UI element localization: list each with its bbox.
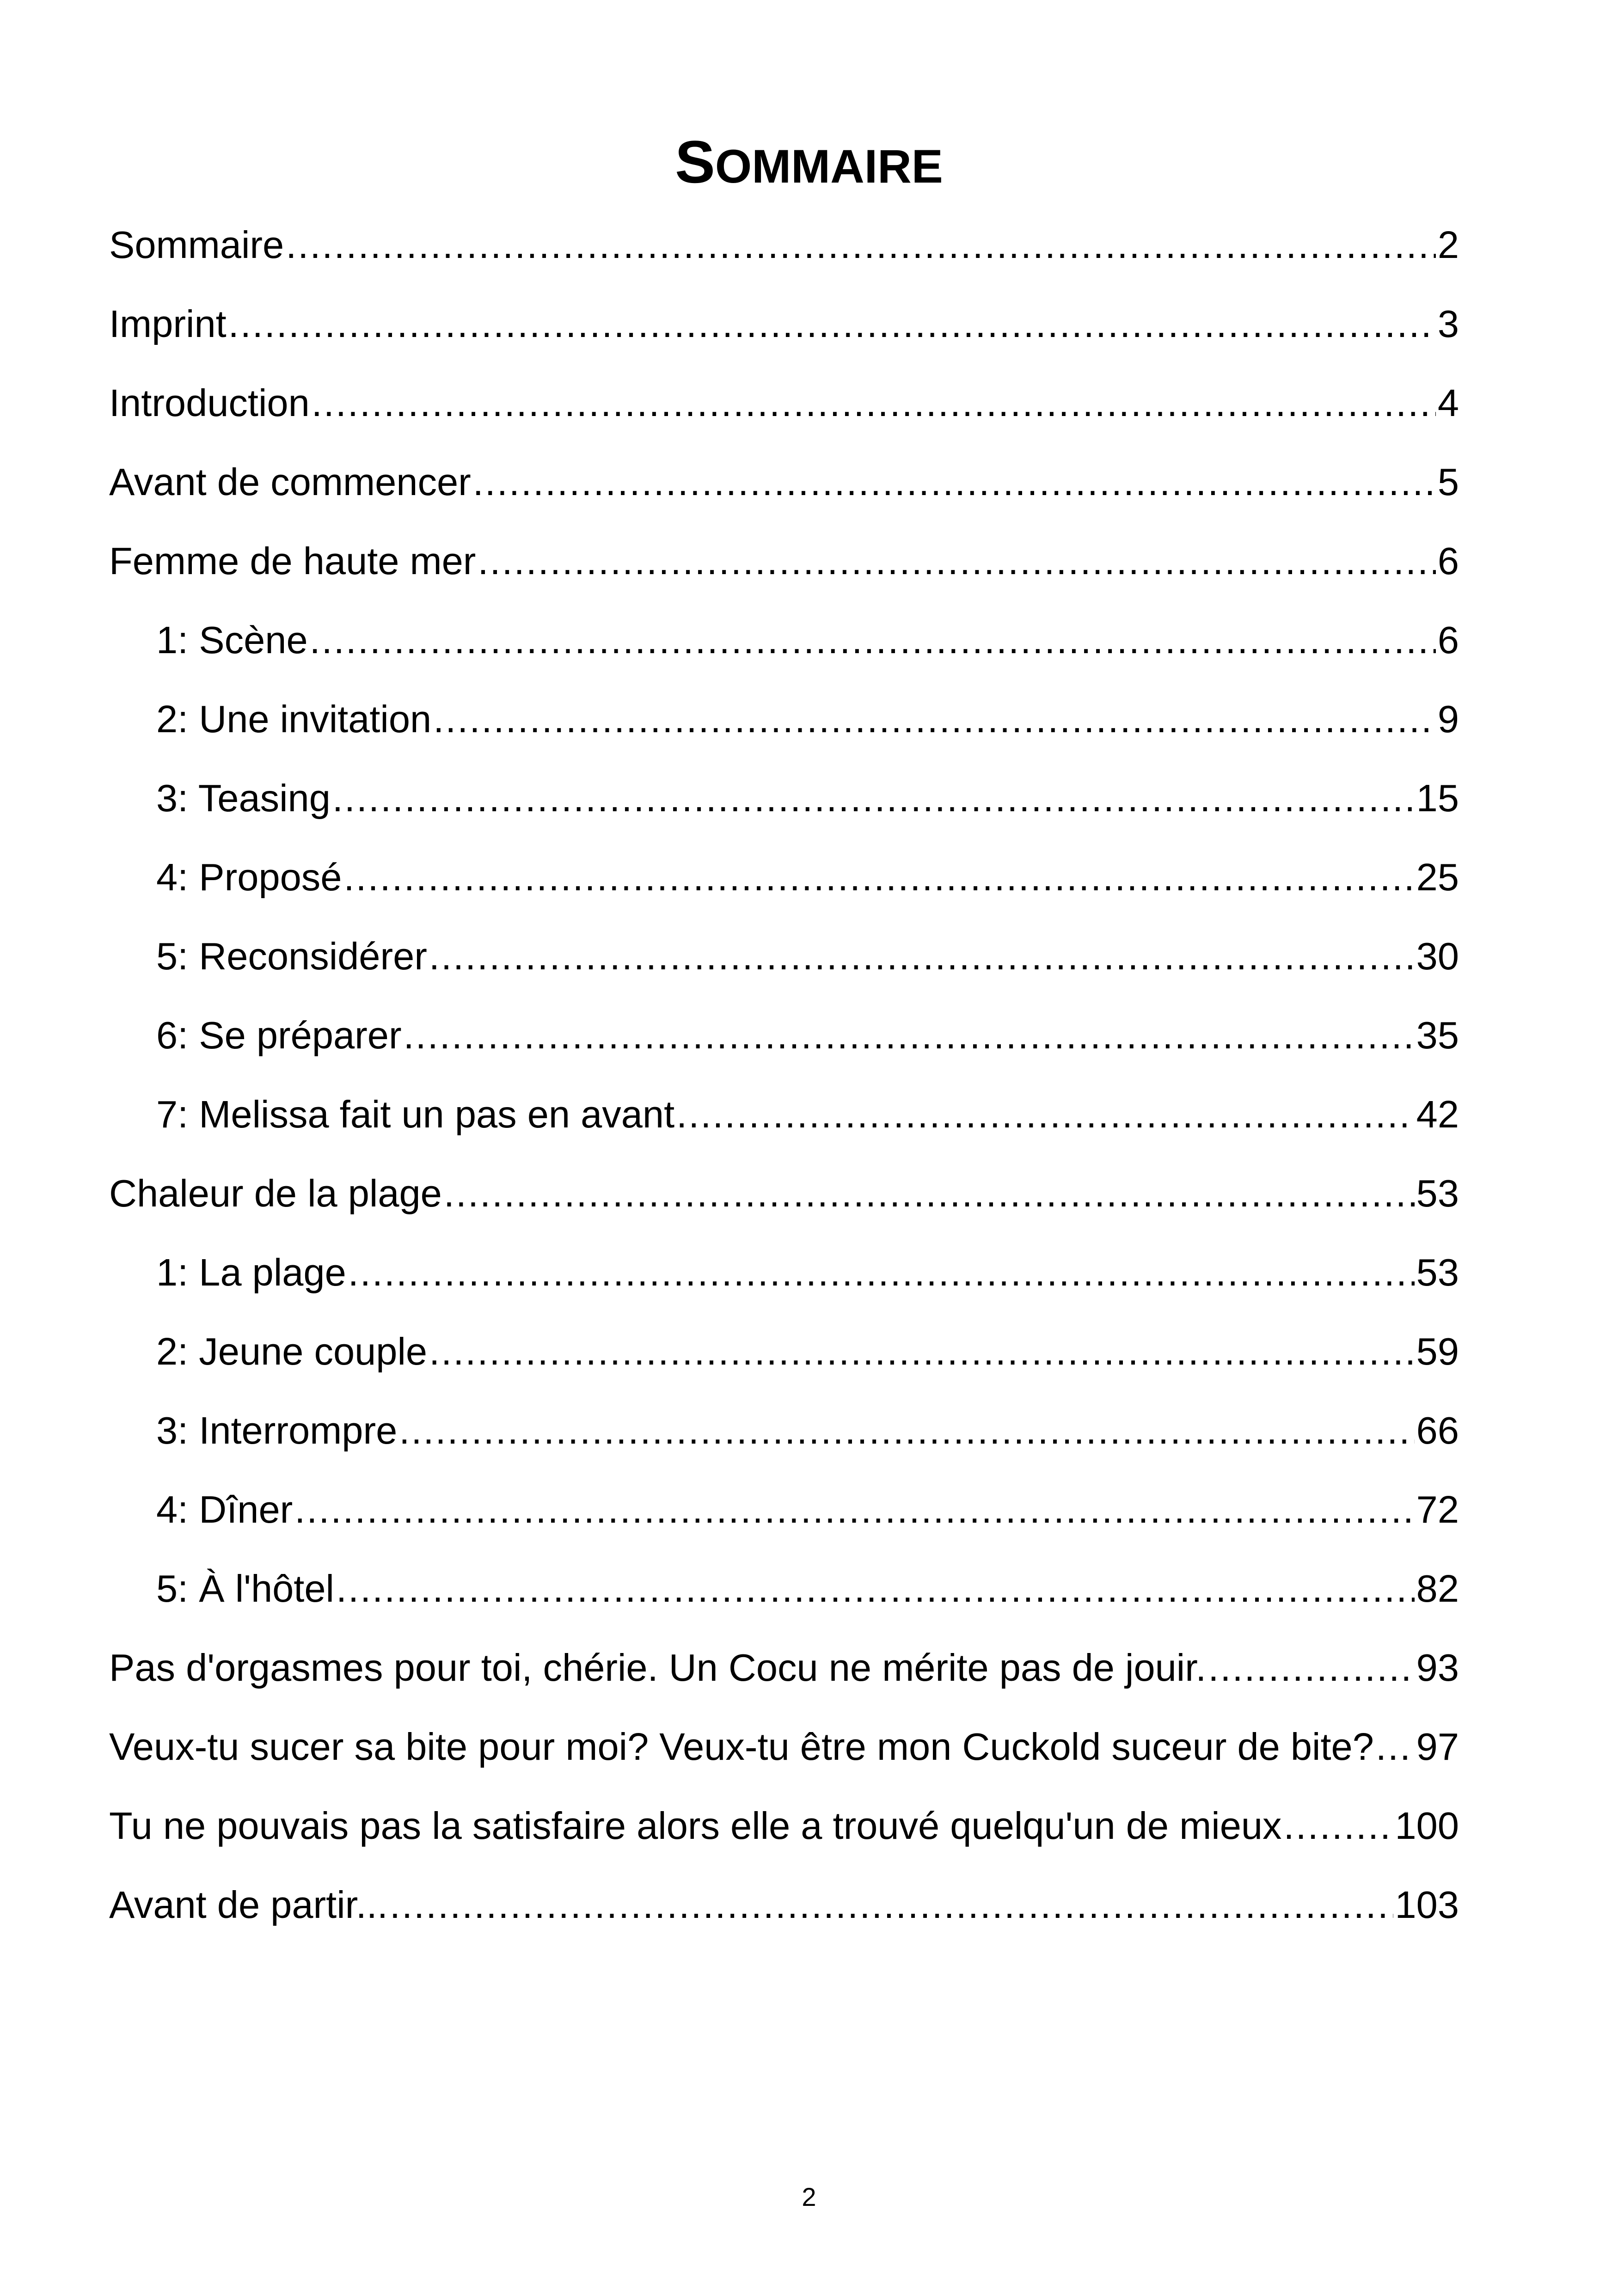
toc-entry[interactable] xyxy=(109,850,1459,929)
toc-entry[interactable] xyxy=(109,454,1459,533)
toc-entry-label: 2: Une invitation xyxy=(156,698,432,741)
toc-dot-leader xyxy=(399,1403,1414,1458)
toc-entry-label: 4: Dîner xyxy=(156,1488,293,1531)
title-first-letter: S xyxy=(675,128,715,196)
toc-entry[interactable] xyxy=(109,1561,1459,1640)
toc-dot-leader xyxy=(286,217,1436,273)
toc-entry-page-number: 2 xyxy=(1437,223,1459,266)
toc-entry[interactable] xyxy=(109,1482,1459,1561)
toc-dot-leader xyxy=(429,929,1415,984)
toc-entry-page-number: 9 xyxy=(1437,698,1459,741)
toc-entry-label: Pas d'orgasmes pour toi, chérie. Un Cocu ne mérite pas de jouir. xyxy=(109,1646,1207,1689)
toc-entry-page-number: 25 xyxy=(1416,856,1459,899)
toc-entry[interactable] xyxy=(109,217,1459,296)
toc-entry[interactable] xyxy=(109,1166,1459,1245)
toc-dot-leader xyxy=(343,850,1414,905)
toc-entry-label: 6: Se préparer xyxy=(156,1014,402,1057)
toc-entry-label: Veux-tu sucer sa bite pour moi? Veux-tu être mon Cuckold suceur de bite? xyxy=(109,1725,1374,1768)
toc-entry-label: 3: Teasing xyxy=(156,777,331,820)
toc-dot-leader xyxy=(312,375,1436,431)
toc-dot-leader xyxy=(390,1877,1393,1933)
toc-entry-label: Avant de commencer xyxy=(109,460,471,503)
toc-entry-page-number: 30 xyxy=(1416,935,1459,978)
toc-entry-page-number: 97 xyxy=(1416,1725,1459,1768)
table-of-contents xyxy=(109,217,1459,1956)
toc-dot-leader xyxy=(348,1245,1415,1300)
toc-entry-page-number: 66 xyxy=(1416,1409,1459,1452)
toc-entry-page-number: 35 xyxy=(1416,1014,1459,1057)
toc-entry[interactable] xyxy=(109,1719,1459,1798)
toc-entry-label: Avant de partir... xyxy=(109,1883,388,1926)
toc-entry-label: Imprint xyxy=(109,302,227,345)
toc-entry-page-number: 72 xyxy=(1416,1488,1459,1531)
toc-entry[interactable] xyxy=(109,1087,1459,1166)
toc-entry[interactable] xyxy=(109,929,1459,1008)
toc-entry[interactable] xyxy=(109,1245,1459,1324)
toc-entry-label: 3: Interrompre xyxy=(156,1409,398,1452)
toc-entry[interactable] xyxy=(109,1640,1459,1719)
toc-dot-leader xyxy=(473,454,1436,510)
toc-entry[interactable] xyxy=(109,296,1459,375)
toc-entry[interactable] xyxy=(109,1008,1459,1087)
toc-entry[interactable] xyxy=(109,375,1459,454)
toc-dot-leader xyxy=(429,1324,1415,1379)
toc-entry-label: Introduction xyxy=(109,381,310,424)
toc-dot-leader xyxy=(332,771,1415,826)
toc-entry-page-number: 6 xyxy=(1437,539,1459,582)
toc-entry-label: 1: La plage xyxy=(156,1251,346,1294)
toc-entry-label: 5: Reconsidérer xyxy=(156,935,427,978)
toc-entry-label: 7: Melissa fait un pas en avant xyxy=(156,1093,675,1136)
toc-entry-page-number: 5 xyxy=(1437,460,1459,503)
toc-entry[interactable] xyxy=(109,612,1459,692)
toc-entry-label: Tu ne pouvais pas la satisfaire alors elle a trouvé quelqu'un de mieux xyxy=(109,1804,1282,1847)
toc-entry-page-number: 3 xyxy=(1437,302,1459,345)
toc-entry-page-number: 82 xyxy=(1416,1567,1459,1610)
toc-entry-page-number: 42 xyxy=(1416,1093,1459,1136)
toc-entry-page-number: 93 xyxy=(1416,1646,1459,1689)
toc-dot-leader xyxy=(310,612,1436,668)
toc-dot-leader xyxy=(294,1482,1414,1537)
toc-dot-leader xyxy=(1284,1798,1393,1854)
toc-entry-page-number: 103 xyxy=(1395,1883,1459,1926)
page-title xyxy=(0,116,1618,208)
title-rest: OMMAIRE xyxy=(715,140,943,193)
toc-entry-page-number: 53 xyxy=(1416,1251,1459,1294)
toc-entry-label: 1: Scène xyxy=(156,618,308,661)
toc-entry-label: Sommaire xyxy=(109,223,284,266)
toc-dot-leader xyxy=(404,1008,1415,1063)
toc-entry-label: 2: Jeune couple xyxy=(156,1330,428,1373)
toc-dot-leader xyxy=(336,1561,1415,1616)
toc-entry-page-number: 15 xyxy=(1416,777,1459,820)
toc-dot-leader xyxy=(433,692,1436,747)
toc-dot-leader xyxy=(228,296,1436,352)
toc-dot-leader xyxy=(1208,1640,1414,1696)
toc-entry[interactable] xyxy=(109,771,1459,850)
toc-entry-page-number: 100 xyxy=(1395,1804,1459,1847)
toc-entry-page-number: 4 xyxy=(1437,381,1459,424)
toc-dot-leader xyxy=(1376,1719,1415,1775)
toc-entry[interactable] xyxy=(109,692,1459,771)
toc-entry-label: 5: À l'hôtel xyxy=(156,1567,334,1610)
toc-entry[interactable] xyxy=(109,1798,1459,1877)
toc-dot-leader xyxy=(478,533,1435,589)
toc-dot-leader xyxy=(676,1087,1415,1142)
toc-entry-label: Chaleur de la plage xyxy=(109,1172,442,1215)
toc-entry[interactable] xyxy=(109,1403,1459,1482)
toc-entry-label: Femme de haute mer xyxy=(109,539,476,582)
toc-entry[interactable] xyxy=(109,533,1459,612)
footer-page-number: 2 xyxy=(802,2182,816,2211)
toc-dot-leader xyxy=(444,1166,1415,1221)
toc-entry[interactable] xyxy=(109,1324,1459,1403)
toc-entry[interactable] xyxy=(109,1877,1459,1956)
toc-entry-label: 4: Proposé xyxy=(156,856,342,899)
toc-entry-page-number: 53 xyxy=(1416,1172,1459,1215)
toc-entry-page-number: 6 xyxy=(1437,618,1459,661)
toc-entry-page-number: 59 xyxy=(1416,1330,1459,1373)
